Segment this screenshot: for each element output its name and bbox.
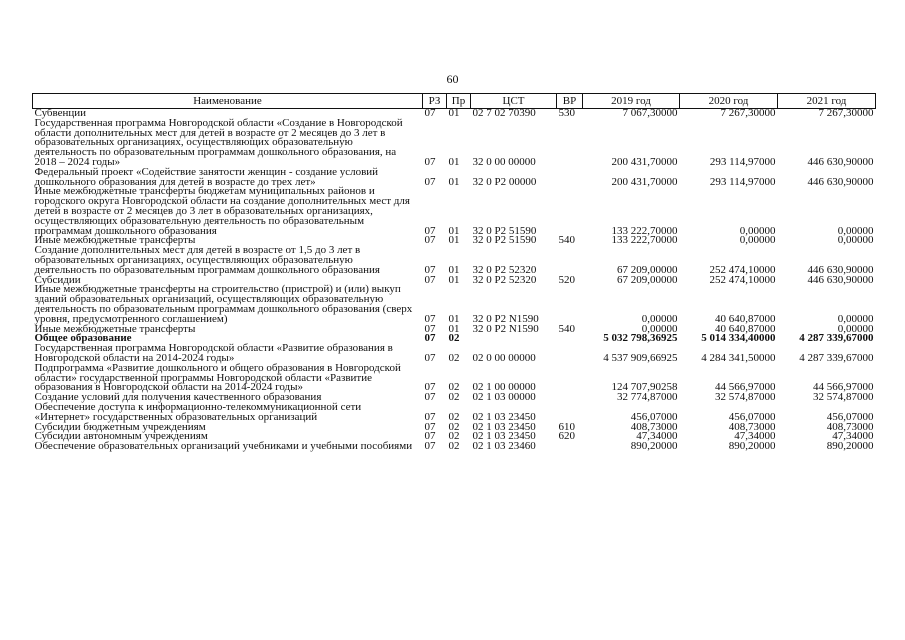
cell-pr: 02 (448, 391, 460, 404)
cell-name: Обеспечение доступа к информационно-телекоммуникационной сети «Интернет» государственных образовательных организаций (34, 400, 362, 423)
cell-y2021: 446 630,90000 (807, 175, 874, 188)
cell-vr (557, 403, 583, 423)
cell-cst: 02 1 03 23450 (472, 420, 536, 433)
cell-y2020: 32 574,87000 (715, 391, 776, 404)
cell-y2020: 252 474,10000 (709, 273, 776, 286)
cell-cst: 02 7 02 70390 (472, 107, 536, 119)
header-pr: Пр (447, 94, 471, 109)
cell-pr: 01 (448, 312, 460, 325)
cell-y2019: 456,07000 (630, 410, 678, 423)
cell-pr: 01 (448, 224, 460, 237)
cell-rz: 07 (424, 332, 436, 345)
cell-y2021: 44 566,97000 (813, 381, 874, 394)
table-row (33, 344, 876, 364)
cell-cst (471, 334, 557, 344)
cell-name: Создание дополнительных мест для детей в возрасте от 1,5 до 3 лет в образовательных организациях, осуществляющих образовательную деятельность по образовательным программам дошкольного образования (34, 244, 380, 276)
cell-name: Обеспечение образовательных организаций учебниками и учебными пособиями (34, 440, 413, 453)
cell-y2019: 0,00000 (641, 312, 678, 325)
cell-pr: 02 (448, 351, 460, 364)
cell-y2020: 40 640,87000 (715, 322, 776, 335)
cell-cst: 02 1 00 00000 (472, 381, 536, 394)
cell-y2021: 4 287 339,67000 (799, 332, 874, 345)
cell-y2021: 0,00000 (837, 322, 874, 335)
cell-name: Субсидии автономным учреждениям (34, 430, 208, 443)
cell-y2019: 133 222,70000 (611, 224, 678, 237)
cell-vr (557, 187, 583, 236)
cell-y2021: 7 267,30000 (818, 107, 874, 119)
cell-pr: 02 (448, 381, 460, 394)
table-row (33, 285, 876, 324)
cell-name: Субсидии бюджетным учреждениям (34, 420, 206, 433)
cell-name: Иные межбюджетные трансферты (34, 234, 196, 247)
cell-y2019: 32 774,87000 (617, 391, 678, 404)
cell-y2019: 200 431,70000 (611, 155, 678, 168)
cell-rz: 07 (424, 263, 436, 276)
cell-y2020: 293 114,97000 (709, 155, 776, 168)
cell-vr (557, 393, 583, 403)
header-2020: 2020 год (680, 94, 778, 109)
page-number: 60 (446, 72, 459, 86)
cell-rz: 07 (424, 107, 436, 119)
cell-vr (557, 364, 583, 393)
cell-rz: 07 (424, 410, 436, 423)
cell-vr: 530 (558, 107, 575, 119)
cell-cst: 02 1 03 23450 (472, 410, 536, 423)
cell-vr: 540 (558, 234, 575, 247)
table-row (33, 246, 876, 275)
cell-y2020: 44 566,97000 (715, 381, 776, 394)
table-row (33, 403, 876, 423)
cell-cst: 32 0 P2 00000 (472, 175, 537, 188)
cell-y2020: 456,07000 (728, 410, 776, 423)
cell-rz: 07 (424, 391, 436, 404)
cell-cst: 02 1 03 00000 (472, 391, 536, 404)
cell-y2021: 47,34000 (832, 430, 874, 443)
cell-cst: 32 0 P2 52320 (472, 263, 537, 276)
cell-y2020: 252 474,10000 (709, 263, 776, 276)
cell-rz: 07 (424, 175, 436, 188)
cell-vr: 520 (558, 273, 575, 286)
cell-y2021: 0,00000 (837, 224, 874, 237)
cell-cst: 32 0 P2 N1590 (472, 322, 539, 335)
cell-y2020: 293 114,97000 (709, 175, 776, 188)
cell-vr: 620 (558, 430, 575, 443)
cell-pr: 01 (448, 107, 460, 119)
cell-pr: 02 (448, 440, 460, 453)
budget-table (32, 93, 876, 452)
cell-rz: 07 (424, 234, 436, 247)
cell-name: Иные межбюджетные трансферты бюджетам муниципальных районов и городского округа Новгородской области на создание дополнительных мест для детей в возрасте от 2 месяцев до 3 лет в образовательных организациях, осуществляющих образовательную деятельность по образовательным программам дошкольного образования (34, 185, 410, 237)
cell-y2021: 446 630,90000 (807, 263, 874, 276)
cell-name: Иные межбюджетные трансферты (34, 322, 196, 335)
cell-name: Субвенции (34, 107, 87, 119)
cell-rz: 07 (424, 322, 436, 335)
header-name: Наименование (33, 94, 423, 109)
cell-y2020: 890,20000 (728, 440, 776, 453)
cell-y2020: 40 640,87000 (715, 312, 776, 325)
cell-cst: 32 0 P2 51590 (472, 224, 537, 237)
cell-rz: 07 (424, 224, 436, 237)
cell-y2020: 4 284 341,50000 (701, 351, 776, 364)
cell-vr (557, 442, 583, 452)
cell-y2021: 456,07000 (826, 410, 874, 423)
cell-rz: 07 (424, 430, 436, 443)
cell-rz: 07 (424, 155, 436, 168)
cell-y2019: 67 209,00000 (617, 263, 678, 276)
cell-name: Подпрограмма «Развитие дошкольного и общего образования в Новгородской области» государственной программы Новгородской области «Развитие образования в Новгородской области на 2014-2024 годы» (34, 361, 401, 394)
cell-name: Государственная программа Новгородской области «Создание в Новгородской области дополнительных мест для детей в возрасте от 2 месяцев до 3 лет в образовательных организациях, осуществляющих образовательную деятельность по образовательным программам дошкольного образования, на 2018 – 2024 годы» (34, 116, 403, 168)
cell-y2019: 124 707,90258 (611, 381, 678, 394)
cell-y2019: 890,20000 (630, 440, 678, 453)
cell-rz: 07 (424, 351, 436, 364)
table-row (33, 119, 876, 168)
cell-y2020: 47,34000 (734, 430, 776, 443)
cell-cst: 32 0 P2 N1590 (472, 312, 539, 325)
cell-rz: 07 (424, 273, 436, 286)
cell-pr: 01 (448, 175, 460, 188)
cell-pr: 01 (448, 155, 460, 168)
cell-cst: 02 1 03 23460 (472, 440, 536, 453)
cell-vr (557, 168, 583, 188)
cell-cst: 32 0 00 00000 (472, 155, 536, 168)
cell-y2019: 47,34000 (636, 430, 678, 443)
cell-vr (557, 285, 583, 324)
cell-y2019: 4 537 909,66925 (603, 351, 678, 364)
cell-rz: 07 (424, 420, 436, 433)
cell-y2020: 5 014 334,40000 (701, 332, 776, 345)
table-row (33, 442, 876, 452)
cell-name: Государственная программа Новгородской области «Развитие образования в Новгородской области на 2014-2024 годы» (34, 342, 393, 364)
cell-y2020: 0,00000 (739, 224, 776, 237)
cell-pr: 01 (448, 273, 460, 286)
cell-y2019: 5 032 798,36925 (603, 332, 678, 345)
cell-cst: 02 1 03 23450 (472, 430, 536, 443)
cell-y2021: 4 287 339,67000 (799, 351, 874, 364)
cell-name: Создание условий для получения качественного образования (34, 391, 322, 404)
cell-pr: 01 (448, 322, 460, 335)
cell-pr: 02 (448, 420, 460, 433)
cell-y2019: 200 431,70000 (611, 175, 678, 188)
cell-y2020: 0,00000 (739, 234, 776, 247)
cell-cst: 02 0 00 00000 (472, 351, 536, 364)
header-2021: 2021 год (778, 94, 876, 109)
cell-name: Иные межбюджетные трансферты на строительство (пристрой) и (или) выкуп зданий образовательных организаций, осуществляющих образовательную деятельность по образовательным программам дошкольного образования (сверх уровня, предусмотренного соглашением) (34, 283, 413, 325)
cell-y2020: 408,73000 (728, 420, 776, 433)
cell-vr (557, 334, 583, 344)
cell-y2021: 408,73000 (826, 420, 874, 433)
cell-cst: 32 0 P2 51590 (472, 234, 537, 247)
cell-pr: 02 (448, 410, 460, 423)
cell-pr: 02 (448, 332, 460, 345)
cell-y2021: 32 574,87000 (813, 391, 874, 404)
cell-name: Федеральный проект «Содействие занятости женщин - создание условий дошкольного образования для детей в возрасте до трех лет» (34, 165, 379, 188)
cell-y2019: 7 067,30000 (622, 107, 678, 119)
cell-y2021: 446 630,90000 (807, 155, 874, 168)
cell-name: Субсидии (34, 273, 81, 286)
cell-y2021: 890,20000 (826, 440, 874, 453)
cell-rz: 07 (424, 381, 436, 394)
cell-vr (557, 344, 583, 364)
cell-y2020: 7 267,30000 (720, 107, 776, 119)
cell-y2021: 446 630,90000 (807, 273, 874, 286)
table-row (33, 364, 876, 393)
cell-vr: 540 (558, 322, 575, 335)
cell-pr: 01 (448, 234, 460, 247)
cell-pr: 01 (448, 263, 460, 276)
cell-y2019: 67 209,00000 (617, 273, 678, 286)
cell-rz: 07 (424, 312, 436, 325)
cell-y2019: 408,73000 (630, 420, 678, 433)
header-cst: ЦСТ (471, 94, 557, 109)
header-2019: 2019 год (583, 94, 680, 109)
table-row (33, 187, 876, 236)
table-body (33, 109, 876, 452)
cell-vr (557, 246, 583, 275)
cell-rz: 07 (424, 440, 436, 453)
cell-vr: 610 (558, 420, 575, 433)
cell-y2021: 0,00000 (837, 312, 874, 325)
cell-name: Общее образование (34, 332, 132, 345)
header-vr: ВР (557, 94, 583, 109)
cell-vr (557, 119, 583, 168)
cell-y2019: 0,00000 (641, 322, 678, 335)
cell-y2019: 133 222,70000 (611, 234, 678, 247)
cell-cst: 32 0 P2 52320 (472, 273, 537, 286)
header-rz: РЗ (423, 94, 447, 109)
cell-y2021: 0,00000 (837, 234, 874, 247)
cell-pr: 02 (448, 430, 460, 443)
